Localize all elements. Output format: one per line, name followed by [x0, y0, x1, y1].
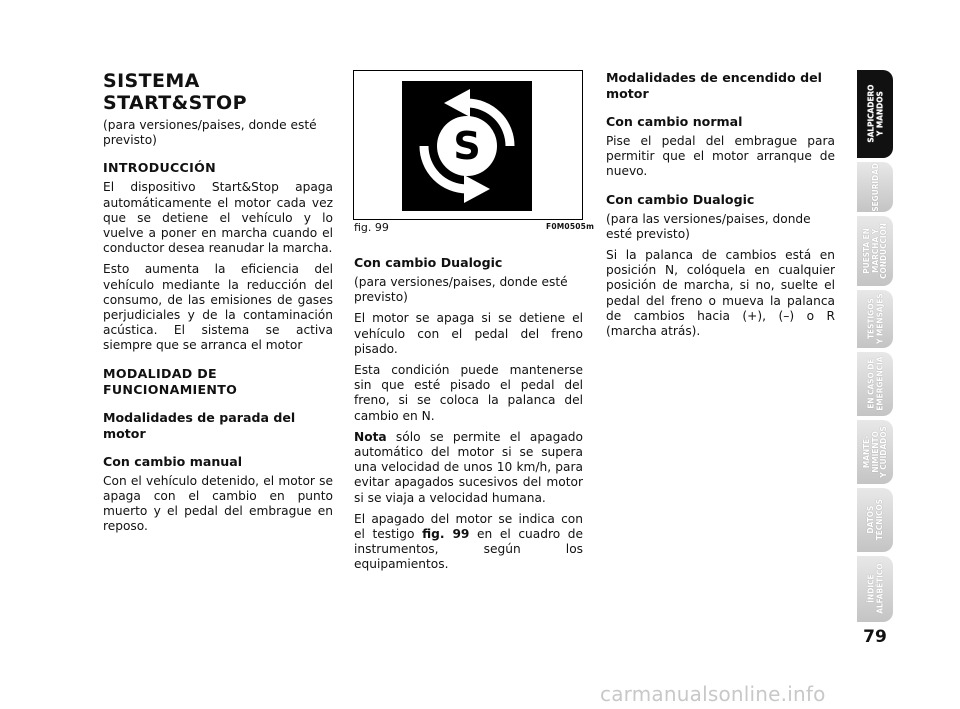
- intro-paragraph-1: El dispositivo Start&Stop apaga automáticamente el motor cada vez que se detiene el vehículo y lo vuelve a poner en marcha cuando el conductor desea reanudar la marcha.: [103, 180, 333, 256]
- figure-box: [353, 70, 583, 220]
- watermark: carmanualsonline.info: [600, 682, 826, 706]
- indicator-text-b: en el cuadro de instrumentos, según los equipamientos.: [354, 527, 583, 572]
- stop-heading: Modalidades de parada del motor: [103, 409, 296, 441]
- icon-letter: S: [453, 124, 481, 168]
- figure-code: F0M0505m: [546, 222, 595, 231]
- column-left: [103, 70, 333, 540]
- manual-paragraph: Con el vehículo detenido, el motor se apaga con el cambio en punto muerto y el pedal del embrague en reposo.: [103, 473, 333, 534]
- intro-heading: INTRODUCCIÓN: [103, 160, 216, 176]
- manual-heading: Con cambio manual: [103, 453, 243, 469]
- dualogic-start-paragraph: Si la palanca de cambios está en posición N, colóquela en cualquier posición de marcha, si no, suelte el pedal del freno o mueva la palanca de cambios hacia (+), (–) o R (marcha atrás).: [606, 248, 835, 339]
- intro-paragraph-2: Esto aumenta la eficiencia del vehículo mediante la reducción del consumo, de las emisiones de gases perjudiciales y de la contaminación acústica. El sistema se activa siempre que se arranca el motor: [103, 262, 333, 353]
- tab-label: SEGURIDAD: [869, 162, 880, 212]
- indicator-paragraph: [354, 512, 583, 573]
- page-number: 79: [863, 627, 887, 647]
- column-middle: [354, 255, 583, 579]
- tab-label: PUESTA EN MARCHA Y CONDUCCIÓN: [861, 223, 889, 279]
- figure-label: fig. 99: [354, 221, 389, 234]
- title-subtitle: (para versiones/paises, donde esté previsto): [103, 118, 317, 148]
- tab-label: MANTE- NIMIENTO Y CUIDADOS: [861, 426, 889, 478]
- dualogic-subtitle: (para versiones/paises, donde esté previsto): [354, 275, 568, 305]
- nota-paragraph: [354, 430, 583, 506]
- start-stop-warning-icon: [402, 81, 532, 211]
- dualogic-paragraph-2: Esta condición puede mantenerse sin que esté pisado el pedal del freno, si se coloca la palanca del cambio en N.: [354, 363, 583, 423]
- nota-text: sólo se permite el apagado automático del motor si se supera una velocidad de unos 10 km/h, para evitar apagados sucesivos del motor si se viaja a velocidad humana.: [354, 429, 583, 505]
- tab-testigos[interactable]: [857, 290, 893, 348]
- figure-reference-link[interactable]: fig. 99: [422, 527, 470, 542]
- tab-label: TESTIGOS Y MENSAJES: [865, 293, 885, 345]
- tab-puesta-en-marcha[interactable]: [857, 216, 893, 286]
- tab-label: DATOS TÉCNICOS: [865, 499, 884, 541]
- page-title: SISTEMA START&STOP: [103, 70, 247, 114]
- dualogic-start-subtitle: (para las versiones/paises, donde esté previsto): [606, 211, 811, 241]
- dualogic-paragraph-1: El motor se apaga si se detiene el vehículo con el pedal del freno pisado.: [354, 311, 583, 356]
- tab-indice[interactable]: [857, 556, 893, 622]
- nota-label: Nota: [354, 429, 387, 444]
- tab-emergencia[interactable]: [857, 352, 893, 416]
- start-heading: Modalidades de encendido del motor: [606, 70, 822, 101]
- tab-mantenimiento[interactable]: [857, 420, 893, 484]
- tab-seguridad[interactable]: [857, 162, 893, 212]
- column-right: [606, 70, 835, 345]
- normal-heading: Con cambio normal: [606, 114, 743, 129]
- dualogic-start-heading: Con cambio Dualogic: [606, 191, 755, 207]
- tab-label: SALPICADERO Y MANDOS: [865, 84, 884, 144]
- normal-paragraph: Pise el pedal del embrague para permitir que el motor arranque de nuevo.: [606, 134, 835, 179]
- mode-heading: MODALIDAD DE FUNCIONAMIENTO: [103, 365, 238, 397]
- tab-label: EN CASO DE EMERGENCIA: [865, 356, 885, 412]
- dualogic-heading: Con cambio Dualogic: [354, 255, 503, 270]
- start-stop-symbol-icon: [402, 81, 532, 211]
- tab-salpicadero[interactable]: [857, 70, 893, 158]
- indicator-text-a: El apagado del motor se indica con el testigo: [354, 511, 583, 542]
- tab-label: ÍNDICE ALFABÉTICO: [865, 563, 885, 615]
- tab-datos-tecnicos[interactable]: [857, 488, 893, 552]
